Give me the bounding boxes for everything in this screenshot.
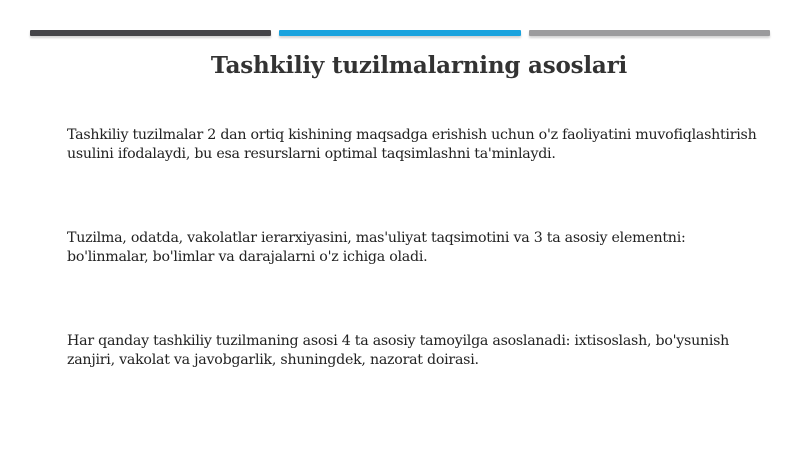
header-bar-accent xyxy=(279,30,521,36)
paragraph-structure: Tuzilma, odatda, vakolatlar ierarxiyasini, mas'uliyat taqsimotini va 3 ta asosiy elementni: bo'linmalar, bo'limlar va darajalarni o'z ichiga oladi. xyxy=(67,230,686,265)
slide-title: Tashkiliy tuzilmalarning asoslari xyxy=(210,52,628,79)
paragraph-principles: Har qanday tashkiliy tuzilmaning asosi 4 ta asosiy tamoyilga asoslanadi: ixtisoslash, bo'ysunish zanjiri, vakolat va javobgarlik, shuningdek, nazorat doirasi. xyxy=(67,333,730,368)
header-bar-light xyxy=(529,30,770,36)
header-bar-dark xyxy=(30,30,271,36)
paragraph-definition: Tashkiliy tuzilmalar 2 dan ortiq kishining maqsadga erishish uchun o'z faoliyatini muvofiqlashtirish usulini ifodalaydi, bu esa resurslarni optimal taqsimlashni ta'minlaydi. xyxy=(67,127,757,162)
